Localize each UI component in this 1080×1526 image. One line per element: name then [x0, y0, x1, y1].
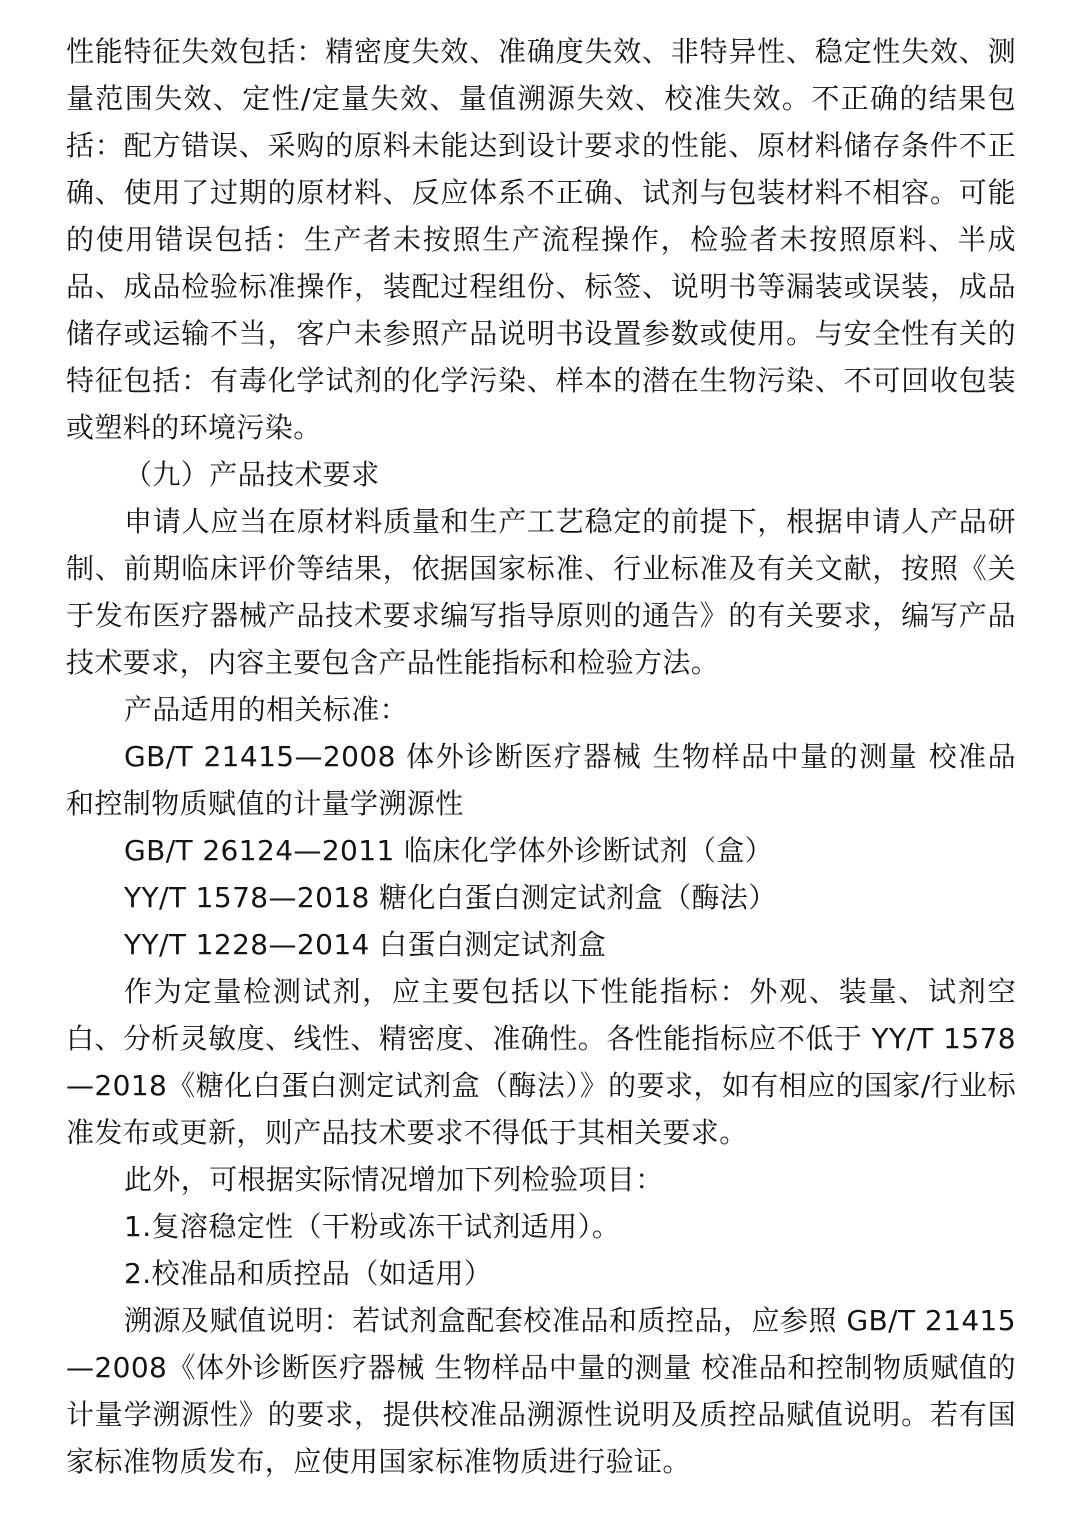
- paragraph-traceability-assignment: 溯源及赋值说明：若试剂盒配套校准品和质控品，应参照 GB/T 21415—2008《体外诊断医疗器械 生物样品中量的测量 校准品和控制物质赋值的计量学溯源性》的要求，提供校准品溯源性说明及质控品赋值说明。若有国家标准物质发布，应使用国家标准物质进行验证。: [66, 1304, 1016, 1478]
- standard-yy-t-1228: YY/T 1228—2014 白蛋白测定试剂盒: [124, 928, 607, 961]
- standard-gb-t-26124: GB/T 26124—2011 临床化学体外诊断试剂（盒）: [124, 834, 774, 867]
- paragraph-performance-indicators: 作为定量检测试剂，应主要包括以下性能指标：外观、装量、试剂空白、分析灵敏度、线性、精密度、准确性。各性能指标应不低于 YY/T 1578—2018《糖化白蛋白测定试剂盒（酶法）》的要求，如有相应的国家/行业标准发布或更新，则产品技术要求不得低于其相关要求。: [66, 975, 1016, 1149]
- list-item-reconstitution-stability: 1.复溶稳定性（干粉或冻干试剂适用）。: [124, 1210, 621, 1243]
- document-body: [66, 28, 1016, 1485]
- paragraph-failure-characteristics: 性能特征失效包括：精密度失效、准确度失效、非特异性、稳定性失效、测量范围失效、定性/定量失效、量值溯源失效、校准失效。不正确的结果包括：配方错误、采购的原料未能达到设计要求的性能、原材料储存条件不正确、使用了过期的原材料、反应体系不正确、试剂与包装材料不相容。可能的使用错误包括：生产者未按照生产流程操作，检验者未按照原料、半成品、成品检验标准操作，装配过程组份、标签、说明书等漏装或误装，成品储存或运输不当，客户未参照产品说明书设置参数或使用。与安全性有关的特征包括：有毒化学试剂的化学污染、样本的潜在生物污染、不可回收包装或塑料的环境污染。: [66, 35, 1016, 444]
- paragraph-applicable-standards-intro: 产品适用的相关标准：: [124, 693, 409, 726]
- paragraph-additional-tests-intro: 此外，可根据实际情况增加下列检验项目：: [124, 1163, 664, 1196]
- paragraph-applicant-requirements: 申请人应当在原材料质量和生产工艺稳定的前提下，根据申请人产品研制、前期临床评价等结果，依据国家标准、行业标准及有关文献，按照《关于发布医疗器械产品技术要求编写指导原则的通告》的有关要求，编写产品技术要求，内容主要包含产品性能指标和检验方法。: [66, 505, 1016, 679]
- section-heading-product-technical-requirements: （九）产品技术要求: [124, 458, 380, 491]
- standard-gb-t-21415: GB/T 21415—2008 体外诊断医疗器械 生物样品中量的测量 校准品和控制物质赋值的计量学溯源性: [66, 740, 1016, 820]
- standard-yy-t-1578: YY/T 1578—2018 糖化白蛋白测定试剂盒（酶法）: [124, 881, 777, 914]
- list-item-calibrators-controls: 2.校准品和质控品（如适用）: [124, 1257, 493, 1290]
